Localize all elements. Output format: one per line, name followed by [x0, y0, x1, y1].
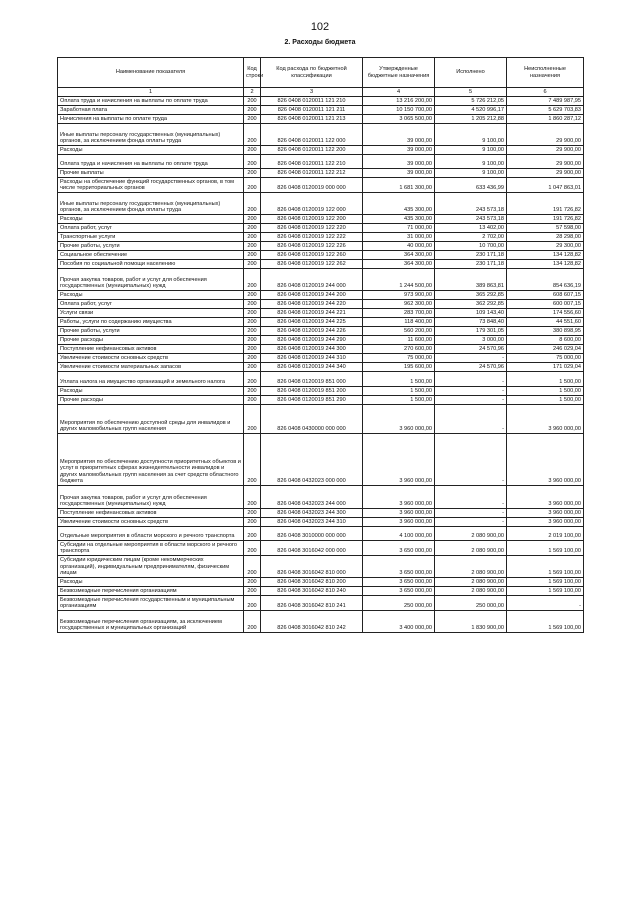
row-name: Субсидии юридическим лицам (кроме некоммерческих организаций), индивидуальным предпринимателям, физическим лицам	[58, 556, 244, 578]
row-line-code: 200	[244, 169, 261, 178]
row-line-code: 200	[244, 587, 261, 596]
row-budget-code: 826 0408 0120019 122 200	[261, 215, 363, 224]
row-line-code: 200	[244, 155, 261, 169]
row-executed: 230 171,18	[435, 251, 507, 260]
row-line-code: 200	[244, 242, 261, 251]
row-line-code: 200	[244, 224, 261, 233]
row-executed: 24 570,96	[435, 345, 507, 354]
row-line-code: 200	[244, 578, 261, 587]
header-number: 1	[58, 88, 244, 97]
row-name: Мероприятия по обеспечению доступной среды для инвалидов и других маломобильных групп населения	[58, 405, 244, 434]
row-approved: 31 000,00	[363, 233, 435, 242]
table-row	[58, 309, 584, 318]
table-body	[58, 97, 584, 633]
row-executed: -	[435, 372, 507, 387]
row-name: Безвозмездные перечисления организациям, за исключением государственных и муниципальных организаций	[58, 611, 244, 633]
row-unexecuted: 246 029,04	[507, 345, 584, 354]
row-approved: 3 650 000,00	[363, 578, 435, 587]
row-unexecuted: 28 298,00	[507, 233, 584, 242]
row-executed: 230 171,18	[435, 260, 507, 269]
row-budget-code: 826 0408 0120019 122 000	[261, 193, 363, 215]
row-unexecuted: 3 960 000,00	[507, 518, 584, 527]
table-row	[58, 224, 584, 233]
row-approved: 4 100 000,00	[363, 527, 435, 541]
row-approved: 435 300,00	[363, 193, 435, 215]
header-number: 6	[507, 88, 584, 97]
table-row	[58, 193, 584, 215]
row-budget-code: 826 0408 0120019 244 300	[261, 345, 363, 354]
row-unexecuted: 191 726,82	[507, 193, 584, 215]
row-executed: 3 000,00	[435, 336, 507, 345]
table-row	[58, 363, 584, 372]
row-name: Прочая закупка товаров, работ и услуг для обеспечения государственных (муниципальных) нужд	[58, 269, 244, 291]
row-unexecuted: -	[507, 596, 584, 611]
row-line-code: 200	[244, 215, 261, 224]
row-name: Оплата труда и начисления на выплаты по оплате труда	[58, 97, 244, 106]
header-executed: Исполнено	[435, 58, 507, 88]
row-line-code: 200	[244, 541, 261, 556]
row-executed: -	[435, 509, 507, 518]
row-unexecuted: 1 569 100,00	[507, 587, 584, 596]
row-unexecuted: 1 569 100,00	[507, 611, 584, 633]
row-unexecuted: 2 019 100,00	[507, 527, 584, 541]
row-executed: 5 726 212,05	[435, 97, 507, 106]
table-row	[58, 215, 584, 224]
row-unexecuted: 1 569 100,00	[507, 578, 584, 587]
row-line-code: 200	[244, 251, 261, 260]
row-line-code: 200	[244, 309, 261, 318]
row-line-code: 200	[244, 233, 261, 242]
row-name: Субсидии на отдельные мероприятия в области морского и речного транспорта	[58, 541, 244, 556]
table-row	[58, 578, 584, 587]
page-number: 102	[310, 21, 330, 33]
row-approved: 1 500,00	[363, 387, 435, 396]
row-unexecuted: 3 960 000,00	[507, 434, 584, 486]
row-line-code: 200	[244, 396, 261, 405]
row-executed: 365 292,85	[435, 291, 507, 300]
row-budget-code: 826 0408 3010000 000 000	[261, 527, 363, 541]
row-unexecuted: 29 300,00	[507, 242, 584, 251]
row-unexecuted: 1 500,00	[507, 372, 584, 387]
table-row	[58, 124, 584, 146]
row-line-code: 200	[244, 300, 261, 309]
header-approved: Утвержденные бюджетные назначения	[363, 58, 435, 88]
row-executed: -	[435, 518, 507, 527]
row-budget-code: 826 0408 0120011 122 000	[261, 124, 363, 146]
row-executed: -	[435, 486, 507, 509]
table-row	[58, 233, 584, 242]
table-row	[58, 155, 584, 169]
row-budget-code: 826 0408 3016042 810 000	[261, 556, 363, 578]
row-line-code: 200	[244, 291, 261, 300]
row-name: Отдельные мероприятия в области морского и речного транспорта	[58, 527, 244, 541]
row-unexecuted: 57 598,00	[507, 224, 584, 233]
row-approved: 435 300,00	[363, 215, 435, 224]
row-unexecuted: 3 960 000,00	[507, 486, 584, 509]
header-number: 4	[363, 88, 435, 97]
row-budget-code: 826 0408 0120019 244 290	[261, 336, 363, 345]
row-unexecuted: 75 000,00	[507, 354, 584, 363]
row-executed: 243 573,18	[435, 215, 507, 224]
table-row	[58, 596, 584, 611]
row-budget-code: 826 0408 0120019 851 000	[261, 372, 363, 387]
row-executed: 1 830 900,00	[435, 611, 507, 633]
row-executed: 9 100,00	[435, 169, 507, 178]
row-unexecuted: 3 960 000,00	[507, 405, 584, 434]
table-row	[58, 291, 584, 300]
row-line-code: 200	[244, 354, 261, 363]
table-row	[58, 106, 584, 115]
row-approved: 3 650 000,00	[363, 587, 435, 596]
row-unexecuted: 174 556,60	[507, 309, 584, 318]
row-name: Расходы	[58, 291, 244, 300]
row-name: Прочая закупка товаров, работ и услуг для обеспечения государственных (муниципальных) нужд	[58, 486, 244, 509]
table-row	[58, 541, 584, 556]
row-approved: 71 000,00	[363, 224, 435, 233]
row-budget-code: 826 0408 0120019 244 310	[261, 354, 363, 363]
row-unexecuted: 1 500,00	[507, 387, 584, 396]
header-number: 2	[244, 88, 261, 97]
row-name: Безвозмездные перечисления государственным и муниципальным организациям	[58, 596, 244, 611]
row-approved: 3 960 000,00	[363, 434, 435, 486]
header-budget-code: Код расхода по бюджетной классификации	[261, 58, 363, 88]
row-name: Безвозмездные перечисления организациям	[58, 587, 244, 596]
row-budget-code: 826 0408 3016042 810 242	[261, 611, 363, 633]
row-budget-code: 826 0408 0120019 122 226	[261, 242, 363, 251]
row-budget-code: 826 0408 0120019 122 220	[261, 224, 363, 233]
row-budget-code: 826 0408 0120011 121 210	[261, 97, 363, 106]
row-unexecuted: 1 500,00	[507, 396, 584, 405]
row-name: Увеличение стоимости основных средств	[58, 518, 244, 527]
row-budget-code: 826 0408 0120019 000 000	[261, 178, 363, 193]
row-executed: 2 080 900,00	[435, 578, 507, 587]
row-line-code: 200	[244, 260, 261, 269]
row-unexecuted: 191 726,82	[507, 215, 584, 224]
row-approved: 1 500,00	[363, 396, 435, 405]
row-executed: 2 080 900,00	[435, 587, 507, 596]
table-row	[58, 242, 584, 251]
row-approved: 40 000,00	[363, 242, 435, 251]
row-name: Заработная плата	[58, 106, 244, 115]
row-line-code: 200	[244, 146, 261, 155]
table-row	[58, 556, 584, 578]
row-name: Прочие расходы	[58, 396, 244, 405]
row-budget-code: 826 0408 0432023 244 310	[261, 518, 363, 527]
table-row	[58, 251, 584, 260]
row-budget-code: 826 0408 0432023 244 000	[261, 486, 363, 509]
row-executed: -	[435, 396, 507, 405]
row-unexecuted: 1 047 863,01	[507, 178, 584, 193]
header-unexecuted: Неисполненные назначения	[507, 58, 584, 88]
row-approved: 195 600,00	[363, 363, 435, 372]
row-approved: 10 150 700,00	[363, 106, 435, 115]
row-approved: 13 216 200,00	[363, 97, 435, 106]
row-name: Оплата работ, услуг	[58, 224, 244, 233]
row-line-code: 200	[244, 97, 261, 106]
row-executed: 2 080 900,00	[435, 541, 507, 556]
row-approved: 1 500,00	[363, 372, 435, 387]
row-name: Социальное обеспечение	[58, 251, 244, 260]
header-number: 5	[435, 88, 507, 97]
table-row	[58, 97, 584, 106]
row-unexecuted: 7 489 987,95	[507, 97, 584, 106]
row-line-code: 200	[244, 387, 261, 396]
row-budget-code: 826 0408 0120019 244 221	[261, 309, 363, 318]
row-budget-code: 826 0408 0120019 851 290	[261, 396, 363, 405]
table-row	[58, 115, 584, 124]
row-budget-code: 826 0408 0120011 122 210	[261, 155, 363, 169]
table-row	[58, 327, 584, 336]
row-line-code: 200	[244, 115, 261, 124]
row-name: Расходы	[58, 215, 244, 224]
row-line-code: 200	[244, 372, 261, 387]
table-row	[58, 387, 584, 396]
row-name: Транспортные услуги	[58, 233, 244, 242]
row-executed: 4 520 996,17	[435, 106, 507, 115]
table-row	[58, 260, 584, 269]
header-row	[58, 58, 584, 88]
table-row	[58, 300, 584, 309]
table-row	[58, 169, 584, 178]
row-budget-code: 826 0408 0120019 244 340	[261, 363, 363, 372]
row-approved: 364 300,00	[363, 260, 435, 269]
row-name: Иные выплаты персоналу государственных (муниципальных) органов, за исключением фонда оплаты труда	[58, 193, 244, 215]
header-number-row	[58, 88, 584, 97]
row-unexecuted: 29 900,00	[507, 124, 584, 146]
row-executed: 109 143,40	[435, 309, 507, 318]
row-name: Прочие работы, услуги	[58, 242, 244, 251]
row-line-code: 200	[244, 193, 261, 215]
row-approved: 11 600,00	[363, 336, 435, 345]
row-approved: 283 700,00	[363, 309, 435, 318]
row-executed: 2 702,00	[435, 233, 507, 242]
row-line-code: 200	[244, 124, 261, 146]
row-line-code: 200	[244, 434, 261, 486]
row-budget-code: 826 0408 0120011 122 200	[261, 146, 363, 155]
row-executed: 243 573,18	[435, 193, 507, 215]
row-name: Увеличение стоимости материальных запасов	[58, 363, 244, 372]
row-name: Прочие выплаты	[58, 169, 244, 178]
row-executed: 2 080 900,00	[435, 556, 507, 578]
row-budget-code: 826 0408 0120019 244 220	[261, 300, 363, 309]
table-row	[58, 396, 584, 405]
row-unexecuted: 608 607,15	[507, 291, 584, 300]
row-name: Поступление нефинансовых активов	[58, 509, 244, 518]
row-unexecuted: 5 629 703,83	[507, 106, 584, 115]
row-executed: 24 570,96	[435, 363, 507, 372]
row-approved: 3 400 000,00	[363, 611, 435, 633]
row-name: Иные выплаты персоналу государственных (муниципальных) органов, за исключением фонда оплаты труда	[58, 124, 244, 146]
row-unexecuted: 600 007,15	[507, 300, 584, 309]
row-name: Расходы на обеспечение функций государственных органов, в том числе территориальных органов	[58, 178, 244, 193]
header-code: Код строки	[244, 58, 261, 88]
row-budget-code: 826 0408 0120019 244 200	[261, 291, 363, 300]
row-budget-code: 826 0408 0120019 244 000	[261, 269, 363, 291]
row-line-code: 200	[244, 486, 261, 509]
row-line-code: 200	[244, 336, 261, 345]
row-line-code: 200	[244, 611, 261, 633]
row-budget-code: 826 0408 0120019 122 222	[261, 233, 363, 242]
row-unexecuted: 854 636,19	[507, 269, 584, 291]
row-budget-code: 826 0408 0430000 000 000	[261, 405, 363, 434]
row-executed: 179 301,05	[435, 327, 507, 336]
row-executed: 9 100,00	[435, 124, 507, 146]
row-budget-code: 826 0408 0120011 121 211	[261, 106, 363, 115]
row-executed: -	[435, 354, 507, 363]
row-line-code: 200	[244, 318, 261, 327]
row-name: Увеличение стоимости основных средств	[58, 354, 244, 363]
row-budget-code: 826 0408 3016042 810 240	[261, 587, 363, 596]
row-budget-code: 826 0408 0432023 244 300	[261, 509, 363, 518]
row-line-code: 200	[244, 518, 261, 527]
row-approved: 3 650 000,00	[363, 556, 435, 578]
row-name: Начисления на выплаты по оплате труда	[58, 115, 244, 124]
table-row	[58, 587, 584, 596]
row-executed: 250 000,00	[435, 596, 507, 611]
row-executed: -	[435, 434, 507, 486]
row-budget-code: 826 0408 3016042 810 241	[261, 596, 363, 611]
header-name: Наименование показателя	[58, 58, 244, 88]
row-unexecuted: 44 551,60	[507, 318, 584, 327]
table-row	[58, 336, 584, 345]
row-unexecuted: 1 569 100,00	[507, 541, 584, 556]
table-row	[58, 509, 584, 518]
table-row	[58, 318, 584, 327]
row-name: Оплата труда и начисления на выплаты по оплате труда	[58, 155, 244, 169]
row-line-code: 200	[244, 556, 261, 578]
row-name: Расходы	[58, 387, 244, 396]
row-executed: 9 100,00	[435, 146, 507, 155]
table-row	[58, 405, 584, 434]
row-name: Поступление нефинансовых активов	[58, 345, 244, 354]
row-executed: 1 205 212,88	[435, 115, 507, 124]
row-unexecuted: 1 860 287,12	[507, 115, 584, 124]
row-approved: 560 200,00	[363, 327, 435, 336]
row-budget-code: 826 0408 3016042 810 200	[261, 578, 363, 587]
row-executed: 73 848,40	[435, 318, 507, 327]
row-unexecuted: 171 029,04	[507, 363, 584, 372]
row-line-code: 200	[244, 596, 261, 611]
table-row	[58, 486, 584, 509]
row-budget-code: 826 0408 3016042 000 000	[261, 541, 363, 556]
row-name: Расходы	[58, 578, 244, 587]
row-approved: 39 000,00	[363, 169, 435, 178]
row-approved: 270 600,00	[363, 345, 435, 354]
row-executed: 13 402,00	[435, 224, 507, 233]
row-executed: 362 292,85	[435, 300, 507, 309]
section-title: 2. Расходы бюджета	[284, 39, 356, 46]
row-line-code: 200	[244, 405, 261, 434]
row-line-code: 200	[244, 509, 261, 518]
table-row	[58, 354, 584, 363]
row-name: Прочие работы, услуги	[58, 327, 244, 336]
row-budget-code: 826 0408 0432023 000 000	[261, 434, 363, 486]
row-budget-code: 826 0408 0120011 121 213	[261, 115, 363, 124]
row-executed: -	[435, 387, 507, 396]
row-unexecuted: 380 898,95	[507, 327, 584, 336]
row-approved: 3 960 000,00	[363, 486, 435, 509]
table-row	[58, 178, 584, 193]
row-approved: 364 300,00	[363, 251, 435, 260]
row-executed: 633 436,99	[435, 178, 507, 193]
row-name: Пособия по социальной помощи населению	[58, 260, 244, 269]
row-name: Уплата налога на имущество организаций и земельного налога	[58, 372, 244, 387]
row-line-code: 200	[244, 269, 261, 291]
table-row	[58, 372, 584, 387]
row-unexecuted: 134 128,82	[507, 260, 584, 269]
row-name: Мероприятия по обеспечению доступности приоритетных объектов и услуг в приоритетных сферах жизнедеятельности инвалидов и других маломобильных групп населения за счет средств областного бюджета	[58, 434, 244, 486]
row-unexecuted: 3 960 000,00	[507, 509, 584, 518]
row-budget-code: 826 0408 0120019 122 262	[261, 260, 363, 269]
row-budget-code: 826 0408 0120019 244 226	[261, 327, 363, 336]
row-line-code: 200	[244, 345, 261, 354]
row-line-code: 200	[244, 106, 261, 115]
row-approved: 39 000,00	[363, 146, 435, 155]
row-approved: 250 000,00	[363, 596, 435, 611]
row-unexecuted: 29 900,00	[507, 155, 584, 169]
row-approved: 39 000,00	[363, 155, 435, 169]
row-line-code: 200	[244, 327, 261, 336]
row-unexecuted: 8 600,00	[507, 336, 584, 345]
row-name: Расходы	[58, 146, 244, 155]
row-budget-code: 826 0408 0120011 122 212	[261, 169, 363, 178]
row-approved: 1 244 500,00	[363, 269, 435, 291]
table-row	[58, 611, 584, 633]
row-unexecuted: 134 128,82	[507, 251, 584, 260]
row-approved: 118 400,00	[363, 318, 435, 327]
expenses-table	[57, 57, 584, 633]
row-line-code: 200	[244, 527, 261, 541]
row-budget-code: 826 0408 0120019 122 260	[261, 251, 363, 260]
table-row	[58, 527, 584, 541]
table-row	[58, 345, 584, 354]
row-approved: 973 900,00	[363, 291, 435, 300]
row-unexecuted: 1 569 100,00	[507, 556, 584, 578]
row-executed: 389 863,81	[435, 269, 507, 291]
row-approved: 3 960 000,00	[363, 405, 435, 434]
row-line-code: 200	[244, 178, 261, 193]
table-row	[58, 434, 584, 486]
row-approved: 962 300,00	[363, 300, 435, 309]
row-approved: 39 000,00	[363, 124, 435, 146]
row-executed: 9 100,00	[435, 155, 507, 169]
row-budget-code: 826 0408 0120019 244 225	[261, 318, 363, 327]
table-row	[58, 518, 584, 527]
row-approved: 3 065 500,00	[363, 115, 435, 124]
row-executed: -	[435, 405, 507, 434]
row-name: Оплата работ, услуг	[58, 300, 244, 309]
row-approved: 1 681 300,00	[363, 178, 435, 193]
row-budget-code: 826 0408 0120019 851 200	[261, 387, 363, 396]
row-name: Прочие расходы	[58, 336, 244, 345]
row-executed: 2 080 900,00	[435, 527, 507, 541]
row-approved: 3 650 000,00	[363, 541, 435, 556]
row-unexecuted: 29 900,00	[507, 169, 584, 178]
row-unexecuted: 29 900,00	[507, 146, 584, 155]
row-name: Работы, услуги по содержанию имущества	[58, 318, 244, 327]
row-approved: 3 960 000,00	[363, 509, 435, 518]
row-approved: 75 000,00	[363, 354, 435, 363]
row-executed: 10 700,00	[435, 242, 507, 251]
table-row	[58, 146, 584, 155]
row-line-code: 200	[244, 363, 261, 372]
header-number: 3	[261, 88, 363, 97]
row-name: Услуги связи	[58, 309, 244, 318]
table-row	[58, 269, 584, 291]
row-approved: 3 960 000,00	[363, 518, 435, 527]
